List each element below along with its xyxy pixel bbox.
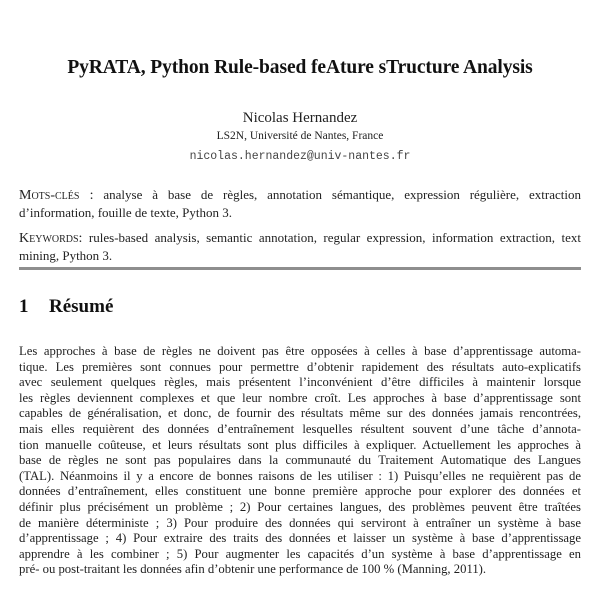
keywords-english-text: rules-based analysis, semantic annotation, regular expression, information extraction, text mining, Python 3. xyxy=(19,230,582,263)
section-number: 1 xyxy=(19,296,29,317)
section-heading xyxy=(19,296,113,318)
section-title: Résumé xyxy=(49,296,114,317)
paragraph-line: base de règles ne sont pas populaires dans la communauté du Traitement Automatique des Langues xyxy=(19,453,581,468)
paragraph-line: d’apprentissage ; 4) Pour extraire des traits des données et laisser un système à base d’apprentissage xyxy=(19,531,581,546)
keywords-french-label: Mots-clés : xyxy=(19,188,94,203)
keywords-french xyxy=(19,186,581,221)
abstract-paragraph xyxy=(19,344,581,578)
author-email: nicolas.hernandez@univ-nantes.fr xyxy=(189,150,411,163)
paragraph-line: définir plus précisément un problème ; 2) Pour certaines langues, des problèmes peuvent être traîtées xyxy=(19,499,581,514)
paragraph-line: avec seulement quelques règles, mais présentent l’inconvénient d’être difficiles à maintenir lorsque xyxy=(19,375,581,390)
author-affiliation: LS2N, Université de Nantes, France xyxy=(216,130,384,142)
paragraph-line: tion manuelle coûteuse, et leurs résultats sont plus difficiles à expliquer. Actuellement les approches à xyxy=(19,437,581,452)
keywords-english xyxy=(19,229,581,264)
paragraph-line: (TAL). Néanmoins il y a encore de bonnes raisons de les utiliser : 1) Puisqu’elles ne requièrent pas de xyxy=(19,468,581,483)
paragraph-line: tique. Les premières sont connues pour permettre d’obtenir rapidement des résultats auto-explicatifs xyxy=(19,359,581,374)
paragraph-line: capables de généralisation, et donc, de fournir des résultats même sur des données jamais rencontrées, xyxy=(19,406,581,421)
paragraph-line: de manière déterministe ; 3) Pour produire des données qui serviront à entraîner un système à base xyxy=(19,515,581,530)
keywords-french-text: analyse à base de règles, annotation sémantique, expression régulière, extraction d’information, fouille de texte, Python 3. xyxy=(19,187,582,220)
paragraph-line: apprendre à les combiner ; 5) Pour augmenter les capacités d’un système à base d’apprentissage en xyxy=(19,546,581,561)
paper-title: PyRATA, Python Rule-based feAture sTructure Analysis xyxy=(67,57,533,78)
author-name: Nicolas Hernandez xyxy=(242,110,358,126)
keywords-english-label: Keywords: xyxy=(19,231,83,246)
paragraph-line: Les approches à base de règles ne doivent pas être opposées à celles à base d’apprentissage automa- xyxy=(19,344,581,358)
paragraph-line: mais elles requièrent des données d’entraînement lesquelles résultent souvent d’une tâche d’annota- xyxy=(19,421,581,436)
horizontal-rule xyxy=(19,267,581,270)
paragraph-line: les règles deviennent complexes et que leur nombre croît. Les approches à base d’apprentissage sont xyxy=(19,390,581,405)
paragraph-line: pré- ou post-traitant les données afin d’obtenir une performance de 100 % (Manning, 2011). xyxy=(19,562,487,577)
paragraph-line: données d’entraînement, elles constituent une bonne première approche pour explorer des données et xyxy=(19,484,581,499)
